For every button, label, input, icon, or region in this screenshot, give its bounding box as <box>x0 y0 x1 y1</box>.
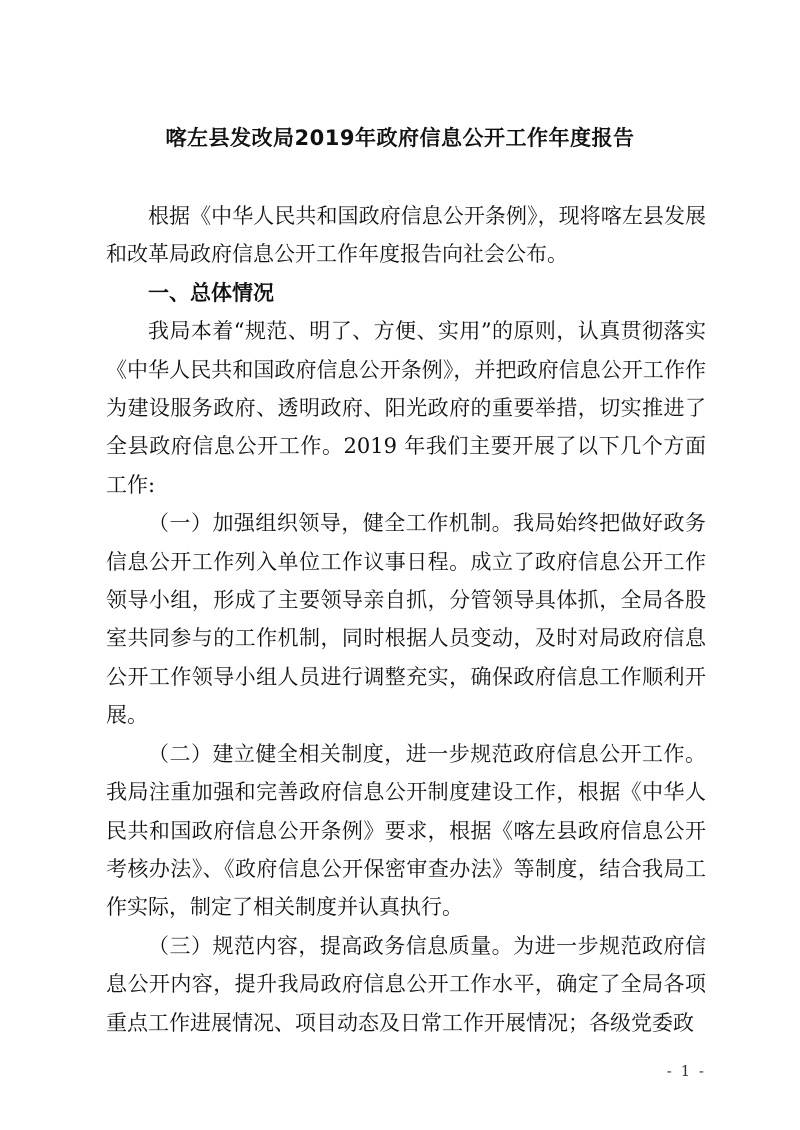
item-three-paragraph: （三）规范内容，提高政务信息质量。为进一步规范政府信息公开内容，提升我局政府信息公开工作水平，确定了全局各项重点工作进展情况、项目动态及日常工作开展情况；各级党委政 <box>106 933 706 1035</box>
item-one-paragraph: （一）加强组织领导，健全工作机制。我局始终把做好政务信息公开工作列入单位工作议事日程。成立了政府信息公开工作领导小组，形成了主要领导亲自抓，分管领导具体抓，全局各股室共同参与的工作机制，同时根据人员变动，及时对局政府信息公开工作领导小组人员进行调整充实，确保政府信息工作顺利开展。 <box>106 511 706 728</box>
intro-paragraph: 根据《中华人民共和国政府信息公开条例》，现将喀左县发展和改革局政府信息公开工作年度报告向社会公布。 <box>106 204 706 267</box>
overview-paragraph: 我局本着“规范、明了、方便、实用”的原则，认真贯彻落实《中华人民共和国政府信息公开条例》，并把政府信息公开工作作为建设服务政府、透明政府、阳光政府的重要举措，切实推进了全县政府信息公开工作。2019 年我们主要开展了以下几个方面工作: <box>106 319 706 497</box>
item-two-paragraph: （二）建立健全相关制度，进一步规范政府信息公开工作。我局注重加强和完善政府信息公开制度建设工作，根据《中华人民共和国政府信息公开条例》要求，根据《喀左县政府信息公开考核办法》、《政府信息公开保密审查办法》等制度，结合我局工作实际，制定了相关制度并认真执行。 <box>106 741 706 920</box>
page-number: - 1 - <box>666 1062 706 1080</box>
section-heading-overview: 一、总体情况 <box>148 280 274 305</box>
document-title: 喀左县发改局2019年政府信息公开工作年度报告 <box>165 126 635 150</box>
document-body <box>106 197 706 1042</box>
